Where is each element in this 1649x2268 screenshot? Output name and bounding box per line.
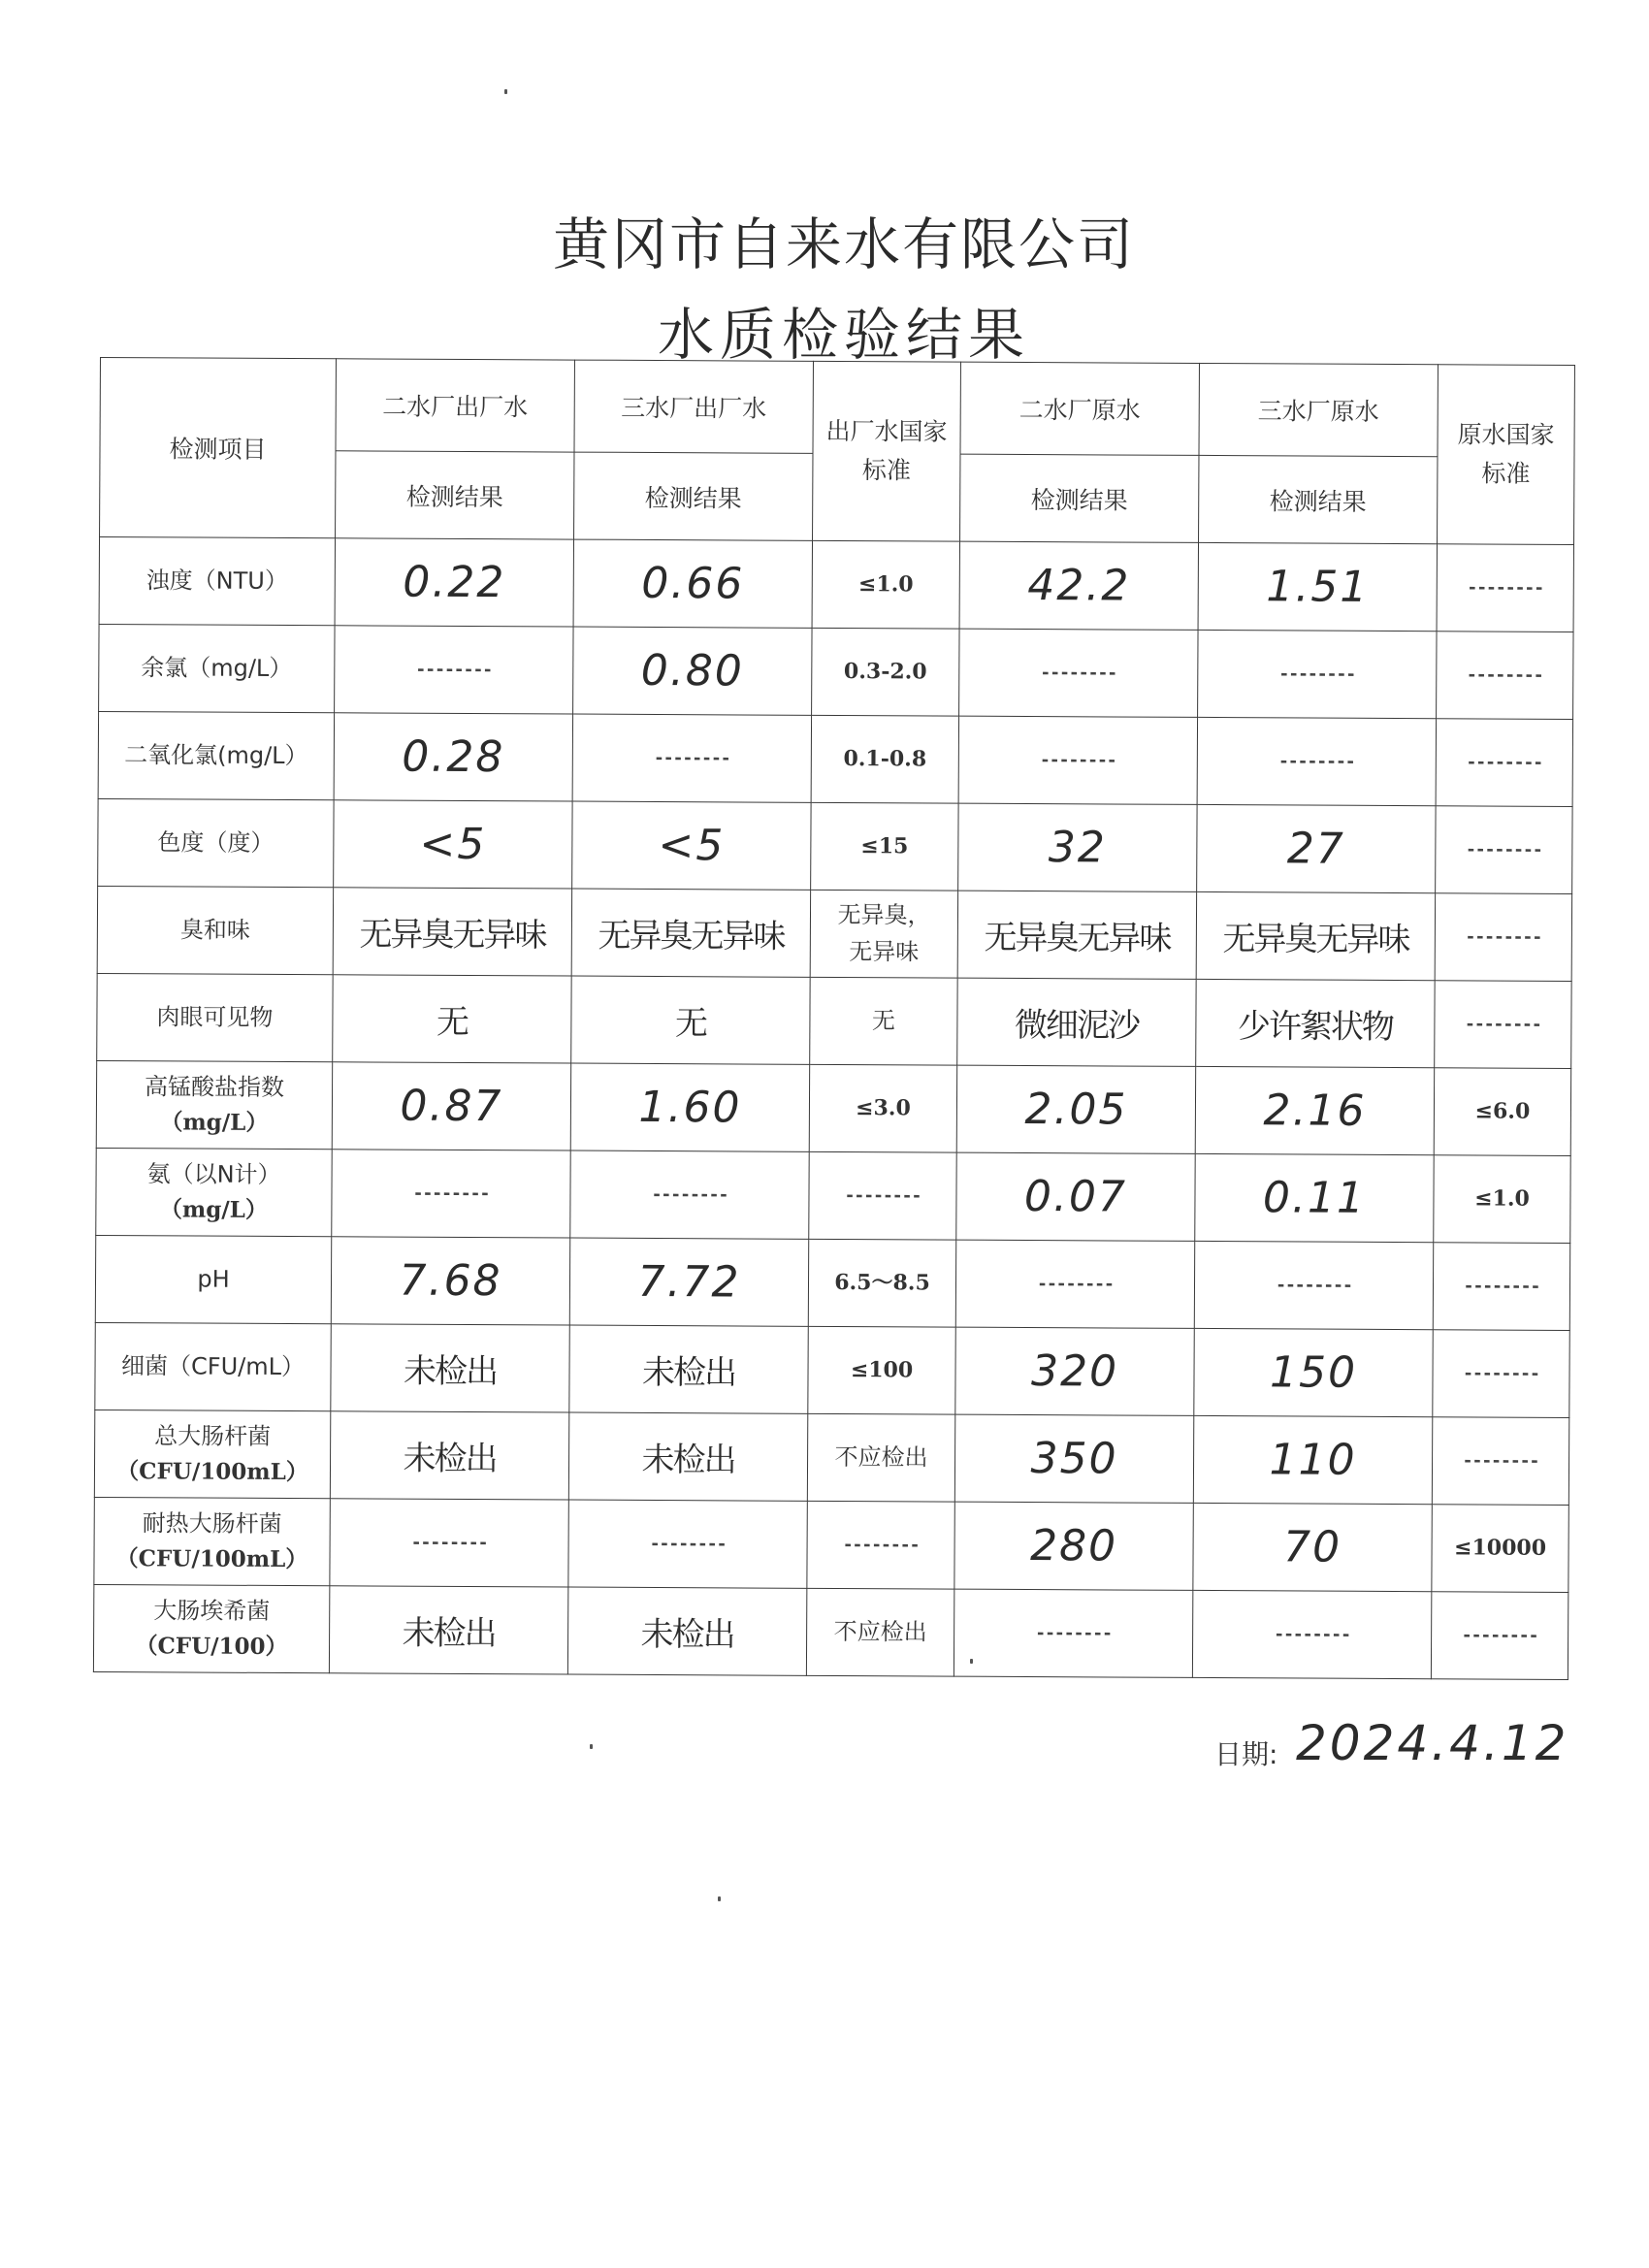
- plant3-out-value: 0.80: [573, 627, 812, 715]
- table-row: [98, 798, 1572, 893]
- plant3-raw-value: 1.51: [1198, 542, 1437, 631]
- header-result-label: 检测结果: [336, 451, 574, 539]
- out-std-value: --------: [809, 1151, 956, 1240]
- item-name: 细菌（CFU/mL）: [95, 1322, 331, 1410]
- date-value: 2024.4.12: [1296, 1715, 1569, 1771]
- plant3-out-value: --------: [568, 1500, 807, 1588]
- company-title: 黄冈市自来水有限公司: [552, 211, 1135, 277]
- plant2-raw-value: 2.05: [956, 1065, 1195, 1153]
- raw-std-value: --------: [1433, 1330, 1569, 1418]
- raw-std-value: --------: [1435, 893, 1571, 982]
- table-row: [94, 1409, 1568, 1505]
- item-name: 总大肠杆菌 （CFU/100mL）: [94, 1409, 330, 1498]
- item-name: 臭和味: [97, 886, 333, 974]
- plant3-raw-value: --------: [1194, 1241, 1433, 1329]
- plant2-out-value: 0.87: [332, 1062, 570, 1150]
- header-result-label: 检测结果: [574, 452, 813, 540]
- header-out-std: 出厂水国家标准: [813, 361, 961, 541]
- table-row: [99, 624, 1573, 719]
- header-plant2-raw: 二水厂原水: [960, 362, 1199, 455]
- header-result-label: 检测结果: [1199, 455, 1438, 543]
- raw-std-value: --------: [1436, 719, 1572, 807]
- plant3-raw-value: 2.16: [1195, 1066, 1434, 1154]
- raw-std-value: --------: [1433, 1243, 1569, 1331]
- plant3-raw-value: 无异臭无异味: [1196, 891, 1435, 980]
- plant3-raw-value: --------: [1197, 717, 1436, 805]
- plant2-out-value: 0.28: [334, 713, 572, 801]
- scan-speck: [970, 1659, 973, 1664]
- plant2-raw-value: --------: [955, 1240, 1194, 1328]
- plant3-out-value: 无异臭无异味: [571, 889, 810, 977]
- plant2-raw-value: --------: [959, 629, 1198, 717]
- plant2-raw-value: 280: [954, 1502, 1193, 1590]
- table-row: [94, 1497, 1568, 1592]
- plant3-out-value: <5: [572, 801, 811, 890]
- table-row: [97, 886, 1571, 981]
- item-name: 耐热大肠杆菌 （CFU/100mL）: [94, 1497, 330, 1585]
- raw-std-value: --------: [1431, 1592, 1568, 1680]
- plant3-out-value: --------: [570, 1150, 809, 1239]
- plant2-out-value: 无: [333, 975, 571, 1063]
- header-plant2-out: 二水厂出厂水: [336, 359, 574, 452]
- plant2-out-value: --------: [332, 1150, 570, 1238]
- plant2-out-value: <5: [334, 800, 572, 889]
- plant2-raw-value: 42.2: [959, 541, 1198, 630]
- out-std-value: ≤1.0: [812, 540, 959, 629]
- plant3-out-value: 未检出: [567, 1587, 806, 1675]
- item-name: pH: [95, 1235, 331, 1323]
- plant2-raw-value: 微细泥沙: [957, 978, 1196, 1066]
- item-name: 大肠埃希菌 （CFU/100）: [93, 1584, 329, 1672]
- plant2-out-value: 0.22: [335, 538, 573, 627]
- report-title: 水质检验结果: [657, 302, 1030, 368]
- plant3-out-value: 0.66: [573, 539, 812, 628]
- plant2-out-value: --------: [335, 626, 573, 714]
- raw-std-value: --------: [1432, 1417, 1568, 1506]
- plant2-raw-value: 0.07: [956, 1152, 1195, 1241]
- out-std-value: ≤100: [808, 1326, 955, 1414]
- header-plant3-raw: 三水厂原水: [1199, 363, 1438, 456]
- raw-std-value: --------: [1437, 544, 1573, 632]
- table-row: [97, 973, 1571, 1068]
- table-row: [99, 537, 1573, 632]
- scan-speck: [590, 1744, 593, 1749]
- header-raw-std: 原水国家标准: [1438, 365, 1575, 545]
- out-std-value: 不应检出: [806, 1588, 954, 1676]
- out-std-value: ≤3.0: [809, 1064, 956, 1152]
- plant3-raw-value: --------: [1192, 1590, 1431, 1678]
- plant2-out-value: 7.68: [331, 1237, 569, 1325]
- plant3-out-value: 1.60: [570, 1063, 809, 1151]
- plant3-out-value: 无: [571, 976, 810, 1064]
- item-name: 肉眼可见物: [97, 973, 333, 1061]
- item-name: 高锰酸盐指数 （mg/L）: [96, 1060, 332, 1149]
- plant2-out-value: 未检出: [331, 1324, 569, 1412]
- out-std-value: 无异臭， 无异味: [810, 890, 957, 978]
- plant3-raw-value: 27: [1197, 804, 1436, 892]
- header-result-label: 检测结果: [960, 454, 1199, 542]
- date-label: 日期:: [1214, 1738, 1278, 1770]
- out-std-value: 无: [810, 977, 957, 1065]
- plant3-out-value: --------: [572, 714, 811, 802]
- table-row: [96, 1060, 1570, 1155]
- plant3-raw-value: 110: [1193, 1415, 1432, 1504]
- raw-std-value: --------: [1435, 981, 1571, 1069]
- plant2-out-value: --------: [330, 1499, 568, 1587]
- item-name: 二氧化氯(mg/L）: [98, 711, 334, 799]
- raw-std-value: ≤10000: [1432, 1505, 1568, 1593]
- item-name: 色度（度）: [98, 798, 334, 887]
- table-row: [93, 1584, 1568, 1679]
- table-row: [96, 1148, 1570, 1243]
- plant2-raw-value: 320: [955, 1327, 1194, 1415]
- header-plant3-out: 三水厂出厂水: [574, 360, 813, 453]
- plant2-raw-value: --------: [954, 1589, 1192, 1677]
- raw-std-value: ≤6.0: [1434, 1068, 1570, 1156]
- out-std-value: 0.3-2.0: [812, 628, 959, 716]
- out-std-value: --------: [807, 1501, 954, 1589]
- plant3-out-value: 未检出: [568, 1412, 807, 1501]
- plant3-raw-value: 少许絮状物: [1196, 979, 1435, 1067]
- plant2-raw-value: 32: [958, 803, 1197, 891]
- item-name: 氨（以N计） （mg/L）: [96, 1148, 332, 1236]
- item-name: 余氯（mg/L）: [99, 624, 335, 712]
- header-item: 检测项目: [100, 358, 337, 538]
- plant2-raw-value: 无异臭无异味: [957, 891, 1196, 979]
- raw-std-value: --------: [1436, 806, 1572, 894]
- table-row: [95, 1322, 1569, 1417]
- table-row: [95, 1235, 1569, 1330]
- raw-std-value: ≤1.0: [1434, 1155, 1570, 1244]
- plant3-raw-value: --------: [1198, 630, 1437, 718]
- plant3-raw-value: 70: [1193, 1503, 1432, 1591]
- scan-speck: [504, 89, 507, 94]
- plant2-out-value: 未检出: [330, 1411, 568, 1500]
- out-std-value: 0.1-0.8: [811, 715, 958, 803]
- plant2-out-value: 无异臭无异味: [333, 888, 571, 976]
- plant3-raw-value: 150: [1194, 1328, 1433, 1416]
- plant2-out-value: 未检出: [329, 1586, 567, 1674]
- plant2-raw-value: 350: [954, 1414, 1193, 1503]
- plant3-out-value: 未检出: [569, 1325, 808, 1413]
- scan-speck: [718, 1896, 721, 1901]
- out-std-value: 6.5～8.5: [808, 1239, 955, 1327]
- table-row: [98, 711, 1572, 806]
- raw-std-value: --------: [1437, 632, 1573, 720]
- plant3-out-value: 7.72: [569, 1238, 808, 1326]
- item-name: 浊度（NTU）: [99, 537, 335, 626]
- out-std-value: 不应检出: [807, 1413, 954, 1502]
- plant3-raw-value: 0.11: [1195, 1153, 1434, 1242]
- plant2-raw-value: --------: [958, 716, 1197, 804]
- results-table: [93, 357, 1575, 1680]
- out-std-value: ≤15: [811, 802, 958, 891]
